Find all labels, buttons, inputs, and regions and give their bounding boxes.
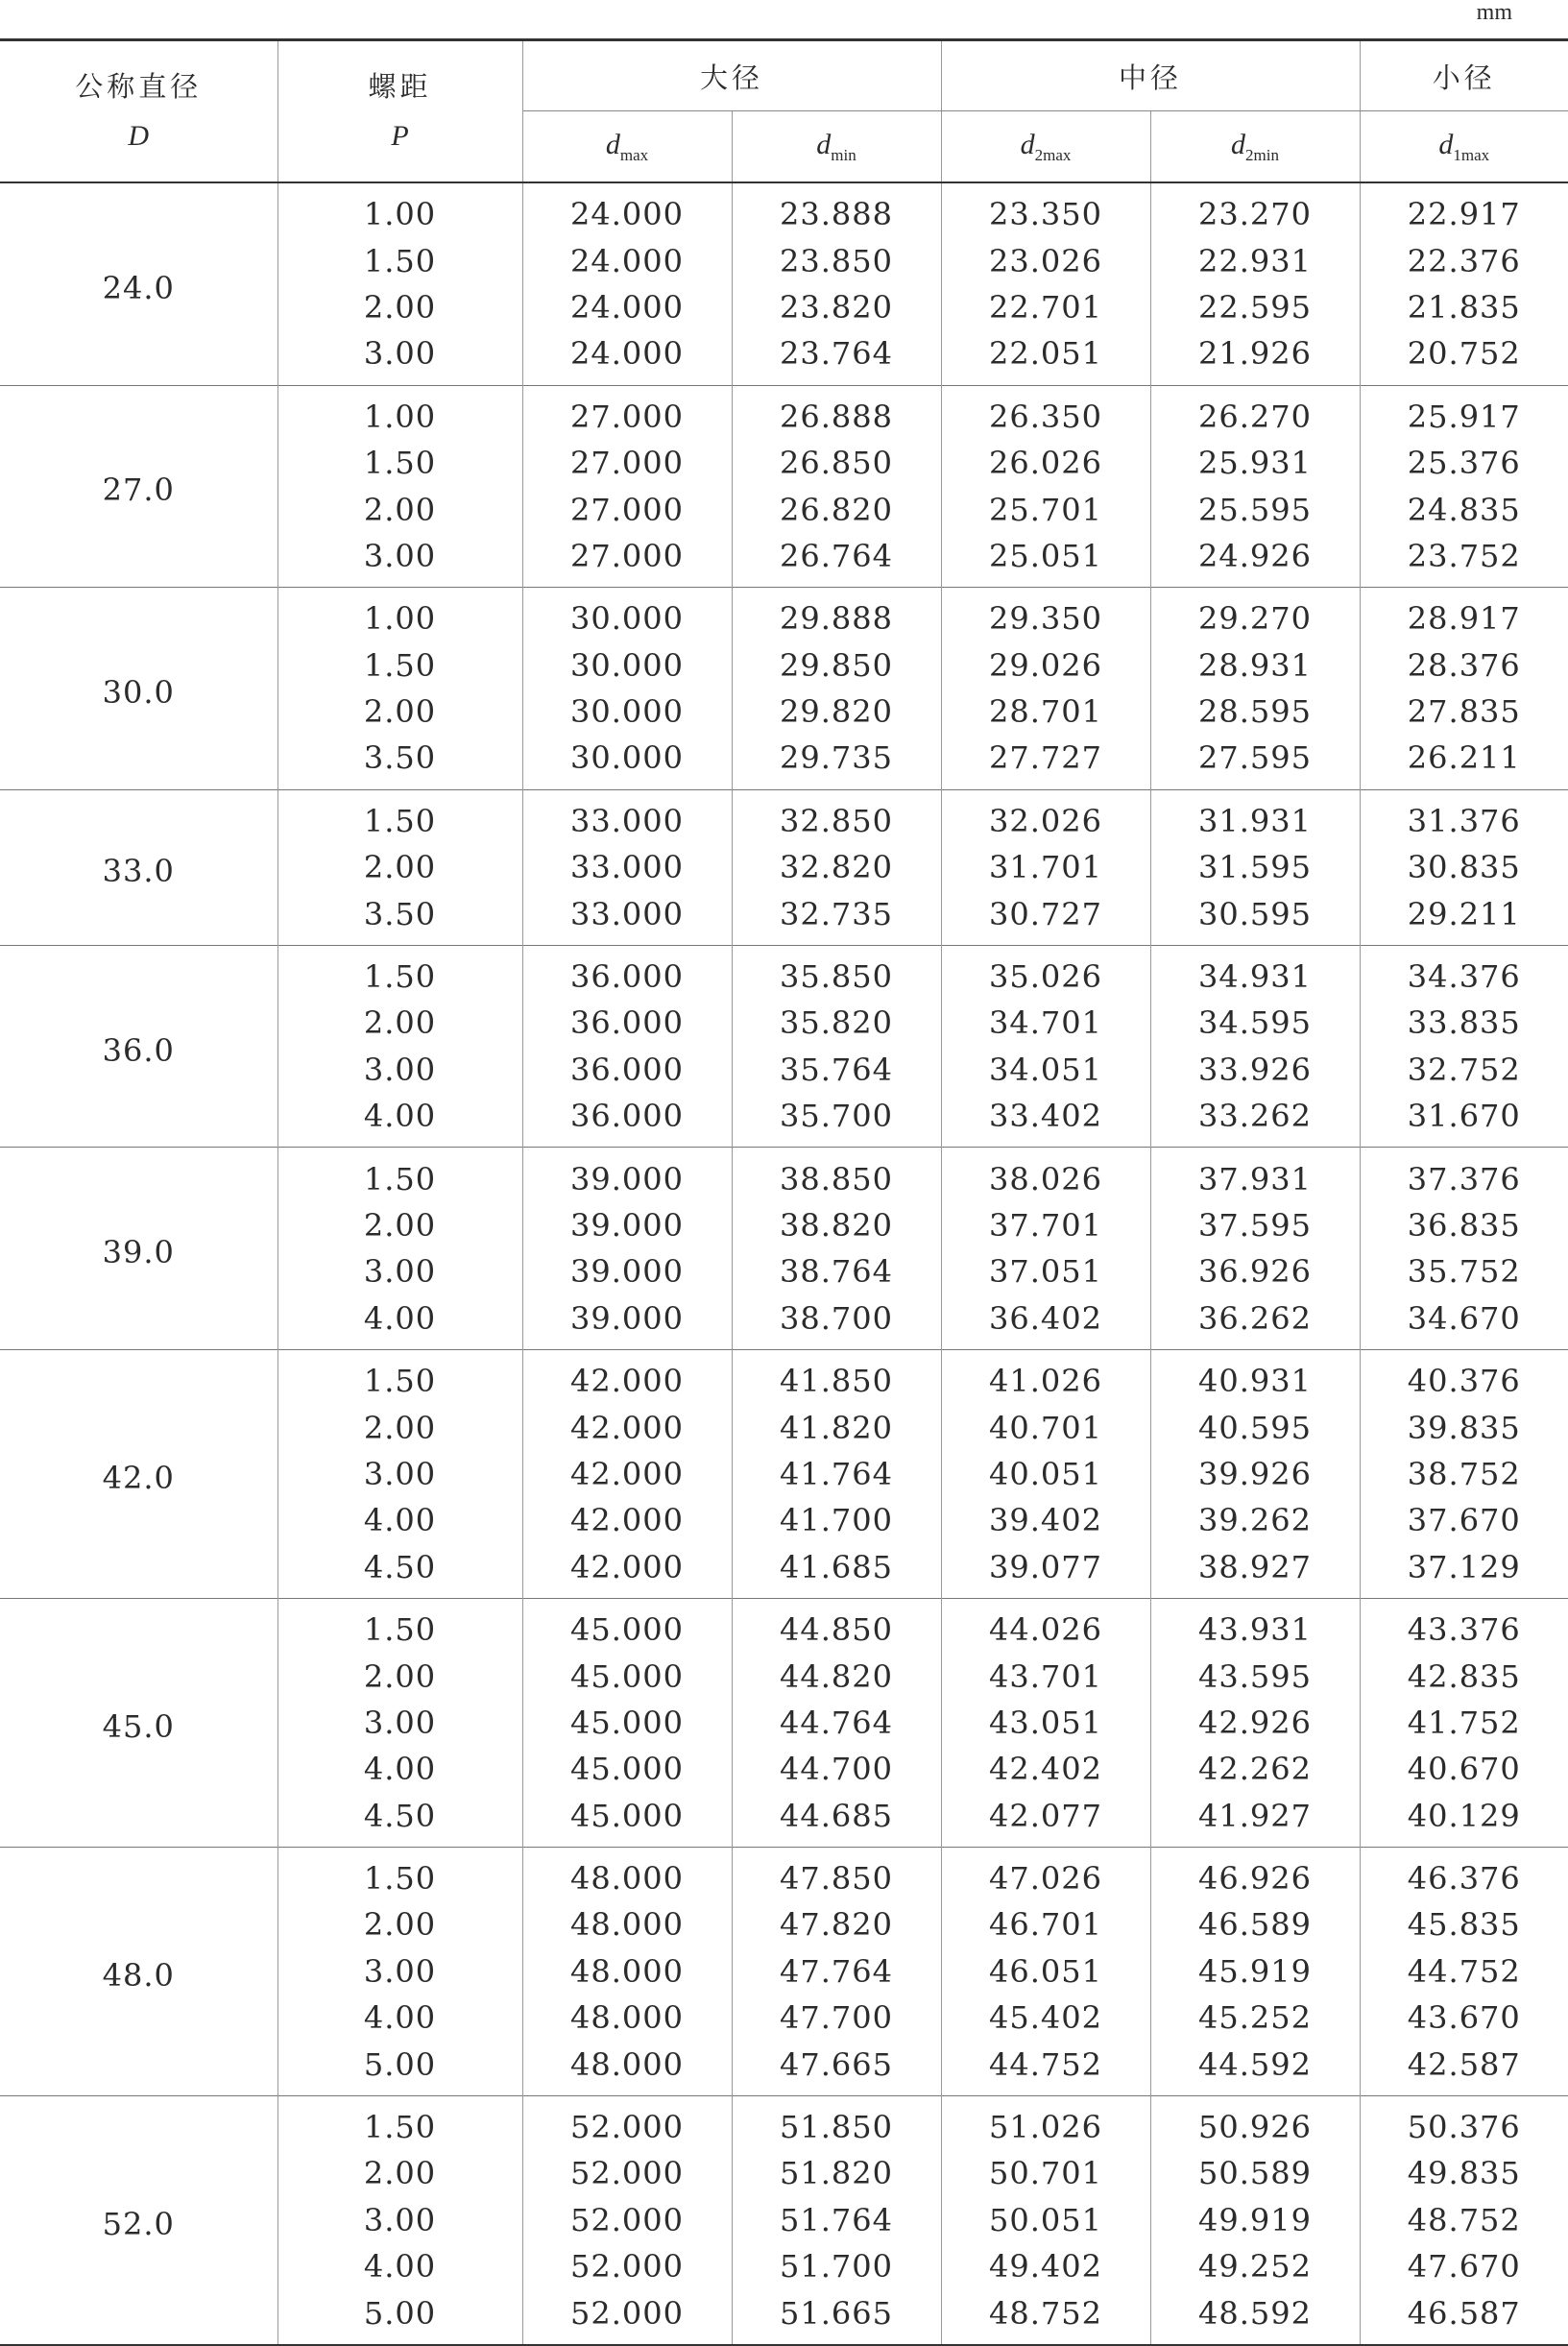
d-max-cell: 39.000 bbox=[522, 1295, 732, 1350]
d2-min-cell: 25.931 bbox=[1150, 440, 1360, 486]
d2-max-cell: 43.701 bbox=[941, 1653, 1150, 1699]
d-max-cell: 30.000 bbox=[522, 735, 732, 789]
d1-max-cell: 49.835 bbox=[1407, 2155, 1521, 2192]
d2-max-cell: 30.727 bbox=[941, 890, 1150, 945]
d2-min-cell: 23.270 bbox=[1150, 182, 1360, 237]
nominal-diameter-cell: 36.0 bbox=[0, 945, 277, 1148]
d-max-cell: 39.000 bbox=[522, 1202, 732, 1248]
d1-max-cell: 25.917 bbox=[1407, 398, 1521, 435]
d2-max-cell: 46.051 bbox=[941, 1948, 1150, 1995]
d2-min-cell: 44.592 bbox=[1150, 2041, 1360, 2095]
pitch-cell: 4.50 bbox=[277, 1544, 522, 1599]
pitch-cell: 3.00 bbox=[277, 1451, 522, 1497]
d2-max-cell: 36.402 bbox=[941, 1295, 1150, 1350]
d-min-cell: 38.850 bbox=[732, 1148, 941, 1202]
d-max-cell: 30.000 bbox=[522, 642, 732, 689]
d-max-cell: 52.000 bbox=[522, 2095, 732, 2150]
d2-min-cell: 36.262 bbox=[1150, 1295, 1360, 1350]
d-max-cell: 27.000 bbox=[522, 385, 732, 440]
d-max-cell: 24.000 bbox=[522, 237, 732, 283]
d2-min-cell: 45.252 bbox=[1150, 1995, 1360, 2041]
d1-max-cell: 46.376 bbox=[1407, 1860, 1521, 1898]
header-nominal-symbol: D bbox=[128, 120, 150, 152]
d-max-cell: 30.000 bbox=[522, 588, 732, 642]
unit-label: mm bbox=[1476, 0, 1512, 25]
d-max-cell: 33.000 bbox=[522, 890, 732, 945]
d-max-cell: 48.000 bbox=[522, 2041, 732, 2095]
d-min-cell: 26.764 bbox=[732, 533, 941, 588]
d1-max-cell: 34.670 bbox=[1407, 1299, 1521, 1337]
d1-max-cell: 22.917 bbox=[1407, 196, 1521, 233]
d-max-cell: 27.000 bbox=[522, 533, 732, 588]
d-max-cell: 48.000 bbox=[522, 1995, 732, 2041]
d2-min-cell: 43.931 bbox=[1150, 1598, 1360, 1653]
pitch-cell: 1.50 bbox=[277, 642, 522, 689]
d2-min-cell: 30.595 bbox=[1150, 890, 1360, 945]
nominal-diameter-cell: 48.0 bbox=[0, 1847, 277, 2095]
table-body bbox=[0, 182, 1568, 2345]
d2-min-cell: 28.931 bbox=[1150, 642, 1360, 689]
d1-max-cell: 40.670 bbox=[1407, 1751, 1521, 1788]
pitch-cell: 3.00 bbox=[277, 2197, 522, 2243]
d1-max-cell: 24.835 bbox=[1407, 491, 1521, 528]
d2-max-cell: 34.051 bbox=[941, 1047, 1150, 1093]
d-min-cell: 41.700 bbox=[732, 1497, 941, 1543]
pitch-cell: 3.00 bbox=[277, 1248, 522, 1294]
d-min-cell: 32.850 bbox=[732, 789, 941, 844]
d2-max-cell: 23.350 bbox=[941, 182, 1150, 237]
table-row bbox=[0, 1847, 1568, 1901]
d2-max-cell: 48.752 bbox=[941, 2289, 1150, 2344]
d1-max-cell: 38.752 bbox=[1407, 1455, 1521, 1492]
d2-max-cell: 26.026 bbox=[941, 440, 1150, 486]
d1-max-cell: 37.670 bbox=[1407, 1502, 1521, 1539]
header-minor-diameter: 小径 bbox=[1360, 40, 1568, 111]
header-d1-max: $d_{1max}$ bbox=[1438, 128, 1490, 164]
d-min-cell: 26.888 bbox=[732, 385, 941, 440]
d-max-cell: 33.000 bbox=[522, 789, 732, 844]
header-pitch-symbol: P bbox=[391, 120, 409, 152]
d2-max-cell: 41.026 bbox=[941, 1349, 1150, 1404]
pitch-cell: 4.00 bbox=[277, 2243, 522, 2289]
d1-max-cell: 40.376 bbox=[1407, 1363, 1521, 1400]
d-min-cell: 35.764 bbox=[732, 1047, 941, 1093]
pitch-cell: 2.00 bbox=[277, 1901, 522, 1947]
d-min-cell: 47.820 bbox=[732, 1901, 941, 1947]
d2-min-cell: 34.931 bbox=[1150, 945, 1360, 1000]
d-min-cell: 29.820 bbox=[732, 689, 941, 735]
d2-max-cell: 49.402 bbox=[941, 2243, 1150, 2289]
d-max-cell: 24.000 bbox=[522, 330, 732, 385]
d2-min-cell: 22.931 bbox=[1150, 237, 1360, 283]
nominal-diameter-cell: 30.0 bbox=[0, 588, 277, 790]
d2-max-cell: 28.701 bbox=[941, 689, 1150, 735]
d1-max-cell: 42.587 bbox=[1407, 2045, 1521, 2083]
d2-max-cell: 40.051 bbox=[941, 1451, 1150, 1497]
d1-max-cell: 43.376 bbox=[1407, 1611, 1521, 1649]
table-row bbox=[0, 1148, 1568, 1202]
d2-max-cell: 42.402 bbox=[941, 1746, 1150, 1792]
d-min-cell: 29.850 bbox=[732, 642, 941, 689]
d-max-cell: 36.000 bbox=[522, 1093, 732, 1148]
d2-min-cell: 42.262 bbox=[1150, 1746, 1360, 1792]
d-max-cell: 48.000 bbox=[522, 1847, 732, 1901]
pitch-cell: 2.00 bbox=[277, 1000, 522, 1046]
d2-max-cell: 34.701 bbox=[941, 1000, 1150, 1046]
d-max-cell: 36.000 bbox=[522, 1000, 732, 1046]
d-max-cell: 42.000 bbox=[522, 1451, 732, 1497]
d-max-cell: 48.000 bbox=[522, 1948, 732, 1995]
d2-min-cell: 42.926 bbox=[1150, 1700, 1360, 1746]
d-min-cell: 23.888 bbox=[732, 182, 941, 237]
pitch-cell: 1.50 bbox=[277, 945, 522, 1000]
d-min-cell: 44.850 bbox=[732, 1598, 941, 1653]
d-max-cell: 45.000 bbox=[522, 1746, 732, 1792]
d2-min-cell: 48.592 bbox=[1150, 2289, 1360, 2344]
pitch-cell: 1.50 bbox=[277, 1148, 522, 1202]
d1-max-cell: 45.835 bbox=[1407, 1906, 1521, 1944]
d-min-cell: 47.850 bbox=[732, 1847, 941, 1901]
pitch-cell: 1.50 bbox=[277, 1598, 522, 1653]
pitch-cell: 1.50 bbox=[277, 1349, 522, 1404]
d1-max-cell: 32.752 bbox=[1407, 1051, 1521, 1088]
d1-max-cell: 26.211 bbox=[1407, 739, 1521, 777]
d1-max-cell: 29.211 bbox=[1407, 895, 1521, 932]
d-max-cell: 33.000 bbox=[522, 844, 732, 890]
d2-min-cell: 40.931 bbox=[1150, 1349, 1360, 1404]
d2-max-cell: 22.051 bbox=[941, 330, 1150, 385]
d1-max-cell: 39.835 bbox=[1407, 1409, 1521, 1446]
pitch-cell: 2.00 bbox=[277, 284, 522, 330]
d-max-cell: 30.000 bbox=[522, 689, 732, 735]
d1-max-cell: 36.835 bbox=[1407, 1207, 1521, 1244]
d-max-cell: 48.000 bbox=[522, 1901, 732, 1947]
pitch-cell: 3.50 bbox=[277, 890, 522, 945]
d2-min-cell: 36.926 bbox=[1150, 1248, 1360, 1294]
d2-min-cell: 33.262 bbox=[1150, 1093, 1360, 1148]
d2-min-cell: 50.589 bbox=[1150, 2150, 1360, 2196]
d-min-cell: 23.850 bbox=[732, 237, 941, 283]
pitch-cell: 4.00 bbox=[277, 1995, 522, 2041]
d2-min-cell: 39.262 bbox=[1150, 1497, 1360, 1543]
pitch-cell: 2.00 bbox=[277, 2150, 522, 2196]
d1-max-cell: 46.587 bbox=[1407, 2294, 1521, 2332]
d1-max-cell: 37.376 bbox=[1407, 1160, 1521, 1197]
d2-max-cell: 35.026 bbox=[941, 945, 1150, 1000]
d2-min-cell: 33.926 bbox=[1150, 1047, 1360, 1093]
d2-max-cell: 22.701 bbox=[941, 284, 1150, 330]
thread-dimension-table bbox=[0, 38, 1568, 2346]
d-max-cell: 52.000 bbox=[522, 2197, 732, 2243]
d2-max-cell: 37.701 bbox=[941, 1202, 1150, 1248]
d-min-cell: 26.820 bbox=[732, 486, 941, 532]
header-pitch-label: 螺距 bbox=[368, 70, 432, 103]
d-max-cell: 45.000 bbox=[522, 1653, 732, 1699]
d2-min-cell: 21.926 bbox=[1150, 330, 1360, 385]
d1-max-cell: 23.752 bbox=[1407, 537, 1521, 574]
d2-max-cell: 47.026 bbox=[941, 1847, 1150, 1901]
d-min-cell: 47.665 bbox=[732, 2041, 941, 2095]
d-min-cell: 44.820 bbox=[732, 1653, 941, 1699]
d-max-cell: 52.000 bbox=[522, 2243, 732, 2289]
d2-max-cell: 50.051 bbox=[941, 2197, 1150, 2243]
d-max-cell: 45.000 bbox=[522, 1700, 732, 1746]
d-min-cell: 38.700 bbox=[732, 1295, 941, 1350]
table-row bbox=[0, 1598, 1568, 1653]
table-row bbox=[0, 789, 1568, 844]
d-max-cell: 36.000 bbox=[522, 1047, 732, 1093]
header-nominal-diameter bbox=[0, 40, 277, 183]
d2-max-cell: 27.727 bbox=[941, 735, 1150, 789]
d-max-cell: 42.000 bbox=[522, 1497, 732, 1543]
d2-max-cell: 29.350 bbox=[941, 588, 1150, 642]
nominal-diameter-cell: 33.0 bbox=[0, 789, 277, 945]
d1-max-cell: 34.376 bbox=[1407, 958, 1521, 996]
d1-max-cell: 47.670 bbox=[1407, 2248, 1521, 2286]
nominal-diameter-cell: 52.0 bbox=[0, 2095, 277, 2344]
d2-max-cell: 38.026 bbox=[941, 1148, 1150, 1202]
header-d-max: $d_{max}$ bbox=[522, 111, 732, 183]
d2-max-cell: 32.026 bbox=[941, 789, 1150, 844]
d2-max-cell: 44.752 bbox=[941, 2041, 1150, 2095]
pitch-cell: 4.00 bbox=[277, 1497, 522, 1543]
pitch-cell: 3.00 bbox=[277, 1047, 522, 1093]
pitch-cell: 2.00 bbox=[277, 689, 522, 735]
d1-max-cell: 44.752 bbox=[1407, 1952, 1521, 1990]
nominal-diameter-cell: 45.0 bbox=[0, 1598, 277, 1847]
pitch-cell: 4.50 bbox=[277, 1793, 522, 1848]
nominal-diameter-cell: 39.0 bbox=[0, 1148, 277, 1350]
table-row bbox=[0, 385, 1568, 440]
pitch-cell: 2.00 bbox=[277, 844, 522, 890]
d-min-cell: 35.820 bbox=[732, 1000, 941, 1046]
d1-max-cell: 25.376 bbox=[1407, 445, 1521, 482]
d1-max-cell: 35.752 bbox=[1407, 1253, 1521, 1291]
d2-max-cell: 42.077 bbox=[941, 1793, 1150, 1848]
d1-max-cell: 48.752 bbox=[1407, 2201, 1521, 2238]
header-nominal-diameter-label: 公称直径 bbox=[75, 70, 203, 103]
d-min-cell: 38.764 bbox=[732, 1248, 941, 1294]
d-max-cell: 45.000 bbox=[522, 1598, 732, 1653]
d1-max-cell: 42.835 bbox=[1407, 1657, 1521, 1695]
d1-max-cell: 21.835 bbox=[1407, 288, 1521, 326]
table-row bbox=[0, 588, 1568, 642]
nominal-diameter-cell: 27.0 bbox=[0, 385, 277, 588]
d-min-cell: 41.764 bbox=[732, 1451, 941, 1497]
pitch-cell: 4.00 bbox=[277, 1093, 522, 1148]
pitch-cell: 2.00 bbox=[277, 1202, 522, 1248]
pitch-cell: 1.50 bbox=[277, 440, 522, 486]
d1-max-cell: 30.835 bbox=[1407, 849, 1521, 886]
d1-max-cell: 28.917 bbox=[1407, 600, 1521, 638]
d2-max-cell: 26.350 bbox=[941, 385, 1150, 440]
d-max-cell: 36.000 bbox=[522, 945, 732, 1000]
d-max-cell: 42.000 bbox=[522, 1544, 732, 1599]
pitch-cell: 5.00 bbox=[277, 2041, 522, 2095]
d-min-cell: 41.820 bbox=[732, 1404, 941, 1450]
table-row bbox=[0, 182, 1568, 237]
d2-min-cell: 22.595 bbox=[1150, 284, 1360, 330]
d2-min-cell: 28.595 bbox=[1150, 689, 1360, 735]
d-max-cell: 42.000 bbox=[522, 1404, 732, 1450]
d1-max-cell: 40.129 bbox=[1407, 1797, 1521, 1834]
d2-max-cell: 33.402 bbox=[941, 1093, 1150, 1148]
d-min-cell: 35.850 bbox=[732, 945, 941, 1000]
d1-max-cell: 33.835 bbox=[1407, 1004, 1521, 1042]
d-max-cell: 24.000 bbox=[522, 182, 732, 237]
d2-max-cell: 46.701 bbox=[941, 1901, 1150, 1947]
pitch-cell: 1.50 bbox=[277, 237, 522, 283]
d-max-cell: 24.000 bbox=[522, 284, 732, 330]
d2-min-cell: 46.589 bbox=[1150, 1901, 1360, 1947]
pitch-cell: 1.50 bbox=[277, 789, 522, 844]
d-min-cell: 23.820 bbox=[732, 284, 941, 330]
d-max-cell: 52.000 bbox=[522, 2150, 732, 2196]
d2-min-cell: 31.931 bbox=[1150, 789, 1360, 844]
nominal-diameter-cell: 42.0 bbox=[0, 1349, 277, 1598]
d2-min-cell: 46.926 bbox=[1150, 1847, 1360, 1901]
pitch-cell: 2.00 bbox=[277, 1653, 522, 1699]
pitch-cell: 5.00 bbox=[277, 2289, 522, 2344]
header-d2-min: $d_{2min}$ bbox=[1150, 111, 1360, 183]
pitch-cell: 1.00 bbox=[277, 588, 522, 642]
pitch-cell: 1.50 bbox=[277, 1847, 522, 1901]
d2-max-cell: 39.402 bbox=[941, 1497, 1150, 1543]
d-min-cell: 51.665 bbox=[732, 2289, 941, 2344]
d-min-cell: 29.888 bbox=[732, 588, 941, 642]
pitch-cell: 3.00 bbox=[277, 1948, 522, 1995]
d2-max-cell: 37.051 bbox=[941, 1248, 1150, 1294]
d-min-cell: 41.685 bbox=[732, 1544, 941, 1599]
d2-min-cell: 24.926 bbox=[1150, 533, 1360, 588]
d-min-cell: 44.764 bbox=[732, 1700, 941, 1746]
d1-max-cell: 27.835 bbox=[1407, 693, 1521, 731]
d1-max-cell: 28.376 bbox=[1407, 646, 1521, 684]
d2-max-cell: 25.701 bbox=[941, 486, 1150, 532]
pitch-cell: 1.00 bbox=[277, 182, 522, 237]
d-max-cell: 39.000 bbox=[522, 1248, 732, 1294]
d-max-cell: 45.000 bbox=[522, 1793, 732, 1848]
d2-min-cell: 34.595 bbox=[1150, 1000, 1360, 1046]
d2-min-cell: 49.252 bbox=[1150, 2243, 1360, 2289]
d-max-cell: 27.000 bbox=[522, 440, 732, 486]
d-max-cell: 42.000 bbox=[522, 1349, 732, 1404]
d2-max-cell: 31.701 bbox=[941, 844, 1150, 890]
d-min-cell: 47.764 bbox=[732, 1948, 941, 1995]
d-min-cell: 51.850 bbox=[732, 2095, 941, 2150]
d1-max-cell: 31.376 bbox=[1407, 802, 1521, 839]
pitch-cell: 3.00 bbox=[277, 330, 522, 385]
d2-min-cell: 39.926 bbox=[1150, 1451, 1360, 1497]
d1-max-cell: 50.376 bbox=[1407, 2109, 1521, 2146]
d2-min-cell: 29.270 bbox=[1150, 588, 1360, 642]
d-min-cell: 32.820 bbox=[732, 844, 941, 890]
d-min-cell: 44.685 bbox=[732, 1793, 941, 1848]
d2-max-cell: 45.402 bbox=[941, 1995, 1150, 2041]
d-min-cell: 47.700 bbox=[732, 1995, 941, 2041]
table-row bbox=[0, 2095, 1568, 2150]
d1-max-cell: 41.752 bbox=[1407, 1704, 1521, 1741]
d1-max-cell: 31.670 bbox=[1407, 1098, 1521, 1135]
d2-min-cell: 41.927 bbox=[1150, 1793, 1360, 1848]
d2-max-cell: 50.701 bbox=[941, 2150, 1150, 2196]
d2-min-cell: 31.595 bbox=[1150, 844, 1360, 890]
d2-min-cell: 49.919 bbox=[1150, 2197, 1360, 2243]
d-max-cell: 39.000 bbox=[522, 1148, 732, 1202]
d2-min-cell: 38.927 bbox=[1150, 1544, 1360, 1599]
d2-max-cell: 51.026 bbox=[941, 2095, 1150, 2150]
d2-max-cell: 29.026 bbox=[941, 642, 1150, 689]
d2-min-cell: 25.595 bbox=[1150, 486, 1360, 532]
header-d-min: $d_{min}$ bbox=[732, 111, 941, 183]
d1-max-cell: 20.752 bbox=[1407, 335, 1521, 373]
d2-min-cell: 43.595 bbox=[1150, 1653, 1360, 1699]
d-max-cell: 52.000 bbox=[522, 2289, 732, 2344]
d2-min-cell: 27.595 bbox=[1150, 735, 1360, 789]
d2-max-cell: 44.026 bbox=[941, 1598, 1150, 1653]
d1-max-cell: 22.376 bbox=[1407, 242, 1521, 279]
d-min-cell: 26.850 bbox=[732, 440, 941, 486]
d-min-cell: 51.700 bbox=[732, 2243, 941, 2289]
d-min-cell: 35.700 bbox=[732, 1093, 941, 1148]
pitch-cell: 1.00 bbox=[277, 385, 522, 440]
pitch-cell: 4.00 bbox=[277, 1746, 522, 1792]
d2-min-cell: 37.595 bbox=[1150, 1202, 1360, 1248]
d-max-cell: 27.000 bbox=[522, 486, 732, 532]
d2-min-cell: 45.919 bbox=[1150, 1948, 1360, 1995]
d2-max-cell: 25.051 bbox=[941, 533, 1150, 588]
d2-max-cell: 43.051 bbox=[941, 1700, 1150, 1746]
pitch-cell: 3.00 bbox=[277, 1700, 522, 1746]
pitch-cell: 3.00 bbox=[277, 533, 522, 588]
d1-max-cell: 43.670 bbox=[1407, 1999, 1521, 2037]
d2-max-cell: 40.701 bbox=[941, 1404, 1150, 1450]
d-min-cell: 51.820 bbox=[732, 2150, 941, 2196]
table-row bbox=[0, 945, 1568, 1000]
pitch-cell: 1.50 bbox=[277, 2095, 522, 2150]
d-min-cell: 23.764 bbox=[732, 330, 941, 385]
d2-min-cell: 37.931 bbox=[1150, 1148, 1360, 1202]
table-row bbox=[0, 1349, 1568, 1404]
pitch-cell: 3.50 bbox=[277, 735, 522, 789]
d2-max-cell: 39.077 bbox=[941, 1544, 1150, 1599]
d1-max-cell: 37.129 bbox=[1407, 1548, 1521, 1585]
d2-min-cell: 40.595 bbox=[1150, 1404, 1360, 1450]
d-min-cell: 44.700 bbox=[732, 1746, 941, 1792]
pitch-cell: 2.00 bbox=[277, 1404, 522, 1450]
pitch-cell: 4.00 bbox=[277, 1295, 522, 1350]
header-pitch bbox=[277, 40, 522, 183]
header-d2-max: $d_{2max}$ bbox=[941, 111, 1150, 183]
d-min-cell: 29.735 bbox=[732, 735, 941, 789]
table-header bbox=[0, 40, 1568, 183]
d-min-cell: 51.764 bbox=[732, 2197, 941, 2243]
d-min-cell: 41.850 bbox=[732, 1349, 941, 1404]
nominal-diameter-cell: 24.0 bbox=[0, 182, 277, 385]
header-major-diameter: 大径 bbox=[522, 40, 941, 111]
header-pitch-diameter: 中径 bbox=[941, 40, 1360, 111]
d2-min-cell: 50.926 bbox=[1150, 2095, 1360, 2150]
d-min-cell: 32.735 bbox=[732, 890, 941, 945]
d2-min-cell: 26.270 bbox=[1150, 385, 1360, 440]
d-min-cell: 38.820 bbox=[732, 1202, 941, 1248]
d2-max-cell: 23.026 bbox=[941, 237, 1150, 283]
pitch-cell: 2.00 bbox=[277, 486, 522, 532]
